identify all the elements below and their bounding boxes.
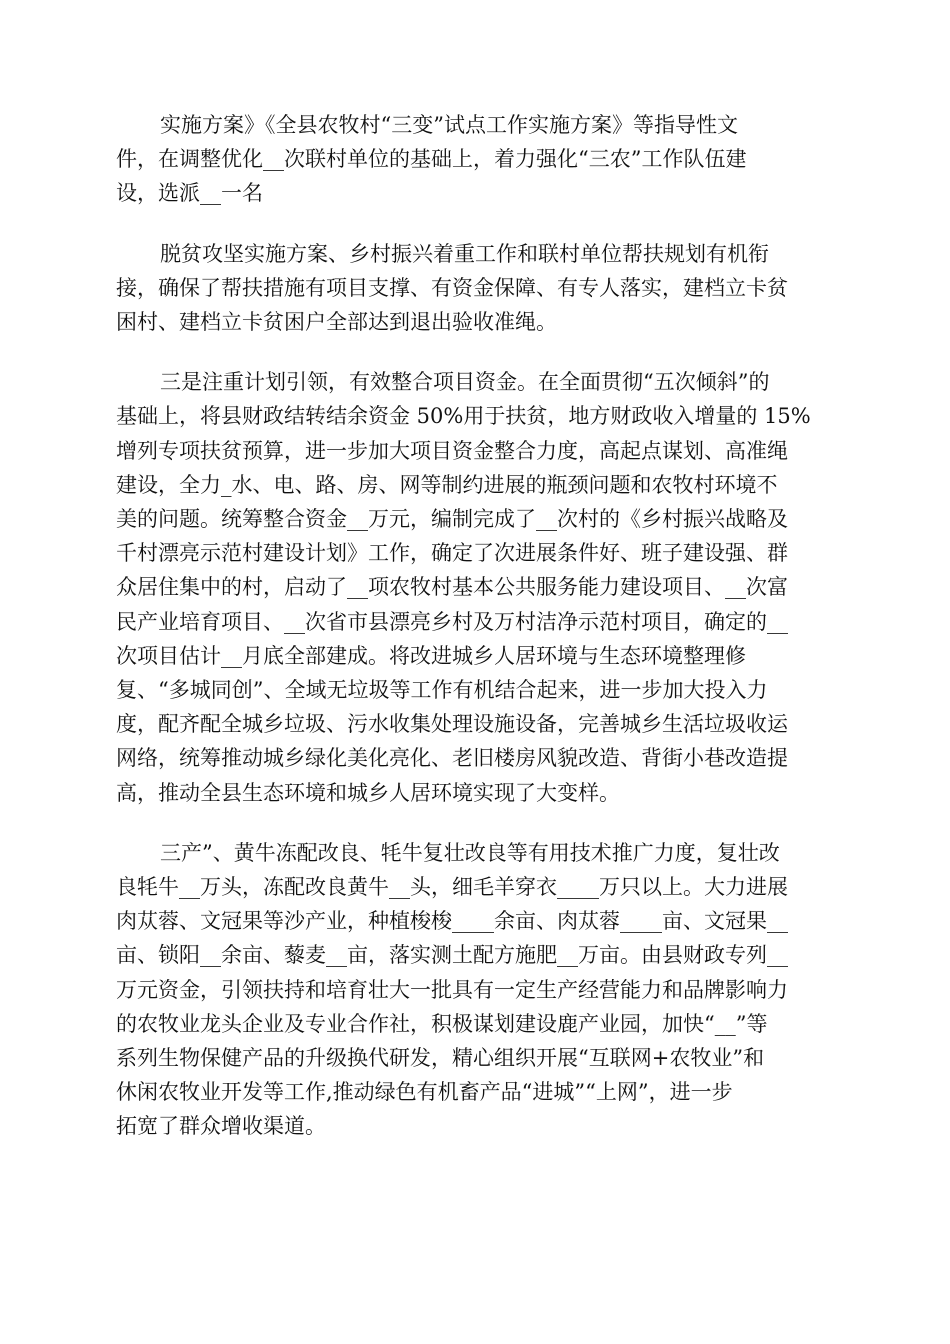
text-line: 良牦牛__万头，冻配改良黄牛__头，细毛羊穿衣____万只以上。大力进展	[116, 875, 788, 900]
text-line: 拓宽了群众增收渠道。	[116, 1114, 326, 1139]
text-line: 建设，全力_水、电、路、房、网等制约进展的瓶颈问题和农牧村环境不	[116, 472, 778, 497]
text-line: 次项目估计__月底全部建成。将改进城乡人居环境与生态环境整理修	[116, 643, 746, 668]
text-line: 脱贫攻坚实施方案、乡村振兴着重工作和联村单位帮扶规划有机衔	[160, 241, 769, 266]
text-line: 高，推动全县生态环境和城乡人居环境实现了大变样。	[116, 780, 620, 805]
text-line: 件，在调整优化__次联村单位的基础上，着力强化“三农”工作队伍建	[116, 147, 747, 172]
paragraph	[116, 108, 836, 211]
text-line: 增列专项扶贫预算，进一步加大项目资金整合力度，高起点谋划、高准绳	[116, 438, 788, 463]
paragraph	[116, 365, 836, 810]
text-line: 三产”、黄牛冻配改良、牦牛复壮改良等有用技术推广力度，复壮改	[160, 840, 780, 865]
text-line: 复、“多城同创”、全域无垃圾等工作有机结合起来，进一步加大投入力	[116, 678, 768, 703]
text-line: 的农牧业龙头企业及专业合作社，积极谋划建设鹿产业园，加快“__”等	[116, 1011, 768, 1036]
text-line: 休闲农牧业开发等工作,推动绿色有机畜产品“进城”“上网”，进一步	[116, 1080, 733, 1105]
text-line: 亩、锁阳__余亩、藜麦__亩，落实测土配方施肥__万亩。由县财政专列__	[116, 943, 788, 968]
text-line: 三是注重计划引领，有效整合项目资金。在全面贯彻“五次倾斜”的	[160, 370, 770, 395]
text-line: 众居住集中的村，启动了__项农牧村基本公共服务能力建设项目、__次富	[116, 575, 788, 600]
text-line: 系列生物保健产品的升级换代研发，精心组织开展“互联网+农牧业”和	[116, 1046, 765, 1071]
text-line: 基础上，将县财政结转结余资金 50%用于扶贫，地方财政收入增量的 15%	[116, 404, 811, 429]
document-body	[116, 108, 836, 1144]
text-line: 美的问题。统筹整合资金__万元，编制完成了__次村的《乡村振兴战略及	[116, 507, 788, 532]
text-line: 实施方案》《全县农牧村“三变”试点工作实施方案》等指导性文	[160, 113, 738, 137]
text-line: 设，选派__一名	[116, 181, 263, 206]
text-line: 困村、建档立卡贫困户全部达到退出验收准绳。	[116, 310, 557, 335]
paragraph	[116, 237, 836, 340]
text-line: 网络，统筹推动城乡绿化美化亮化、老旧楼房风貌改造、背街小巷改造提	[116, 746, 788, 771]
text-line: 度，配齐配全城乡垃圾、污水收集处理设施设备，完善城乡生活垃圾收运	[116, 712, 788, 737]
text-line: 肉苁蓉、文冠果等沙产业，种植梭梭____余亩、肉苁蓉____亩、文冠果__	[116, 909, 788, 934]
text-line: 千村漂亮示范村建设计划》工作，确定了次进展条件好、班子建设强、群	[116, 541, 788, 566]
text-line: 民产业培育项目、__次省市县漂亮乡村及万村洁净示范村项目，确定的__	[116, 609, 788, 634]
text-line: 接，确保了帮扶措施有项目支撑、有资金保障、有专人落实，建档立卡贫	[116, 275, 788, 300]
text-line: 万元资金，引领扶持和培育壮大一批具有一定生产经营能力和品牌影响力	[116, 977, 788, 1002]
paragraph	[116, 836, 836, 1144]
